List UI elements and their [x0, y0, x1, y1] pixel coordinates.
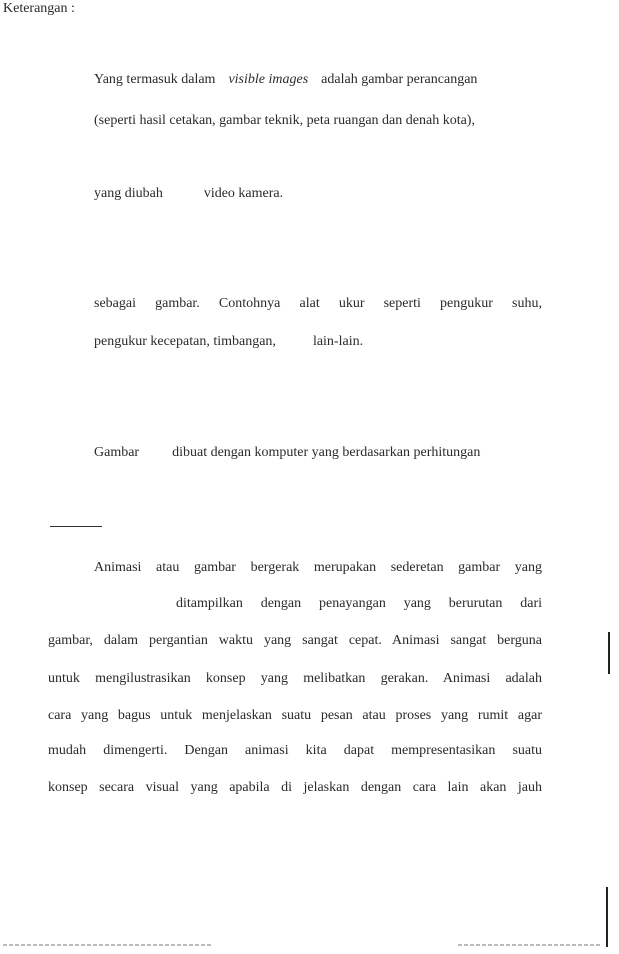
footer-scan-noise — [458, 944, 600, 946]
text-segment: lain-lain. — [312, 334, 364, 349]
text-segment: adalah gambar perancangan — [321, 72, 478, 87]
paragraph-4-line-2: ditampilkan dengan penayangan yang berurutan dari — [176, 596, 542, 611]
italic-term: visible images — [228, 72, 309, 87]
section-heading: Keterangan : — [3, 1, 75, 16]
paragraph-4-line-1: Animasi atau gambar bergerak merupakan sederetan gambar yang — [94, 560, 542, 575]
text-segment: Yang termasuk dalam — [94, 72, 216, 87]
paragraph-4-line-7: konsep secara visual yang apabila di jelaskan dengan cara lain akan jauh — [48, 780, 542, 795]
paragraph-1-line-1 — [94, 71, 542, 89]
text-segment: video kamera. — [203, 186, 284, 201]
paragraph-2-line-2 — [94, 333, 363, 351]
scan-edge-mark — [608, 632, 610, 674]
scan-edge-mark — [606, 887, 608, 947]
paragraph-1-line-2: (seperti hasil cetakan, gambar teknik, peta ruangan dan denah kota), — [94, 113, 475, 128]
paragraph-4-line-6: mudah dimengerti. Dengan animasi kita dapat mempresentasikan suatu — [48, 743, 542, 758]
paragraph-4-line-4: untuk mengilustrasikan konsep yang melibatkan gerakan. Animasi adalah — [48, 671, 542, 686]
text-segment: pengukur kecepatan, timbangan, — [94, 334, 276, 349]
paragraph-3-line-1 — [94, 444, 480, 462]
section-divider — [50, 526, 102, 527]
paragraph-4-line-5: cara yang bagus untuk menjelaskan suatu pesan atau proses yang rumit agar — [48, 708, 542, 723]
text-segment: Gambar — [94, 445, 140, 460]
paragraph-4-line-3: gambar, dalam pergantian waktu yang sangat cepat. Animasi sangat berguna — [48, 633, 542, 648]
text-segment: dibuat dengan komputer yang berdasarkan perhitungan — [172, 445, 481, 460]
text-segment: yang diubah — [94, 186, 163, 201]
paragraph-2-line-1: sebagai gambar. Contohnya alat ukur seperti pengukur suhu, — [94, 296, 542, 311]
footer-scan-noise — [3, 944, 213, 946]
paragraph-1-line-3 — [94, 185, 283, 203]
